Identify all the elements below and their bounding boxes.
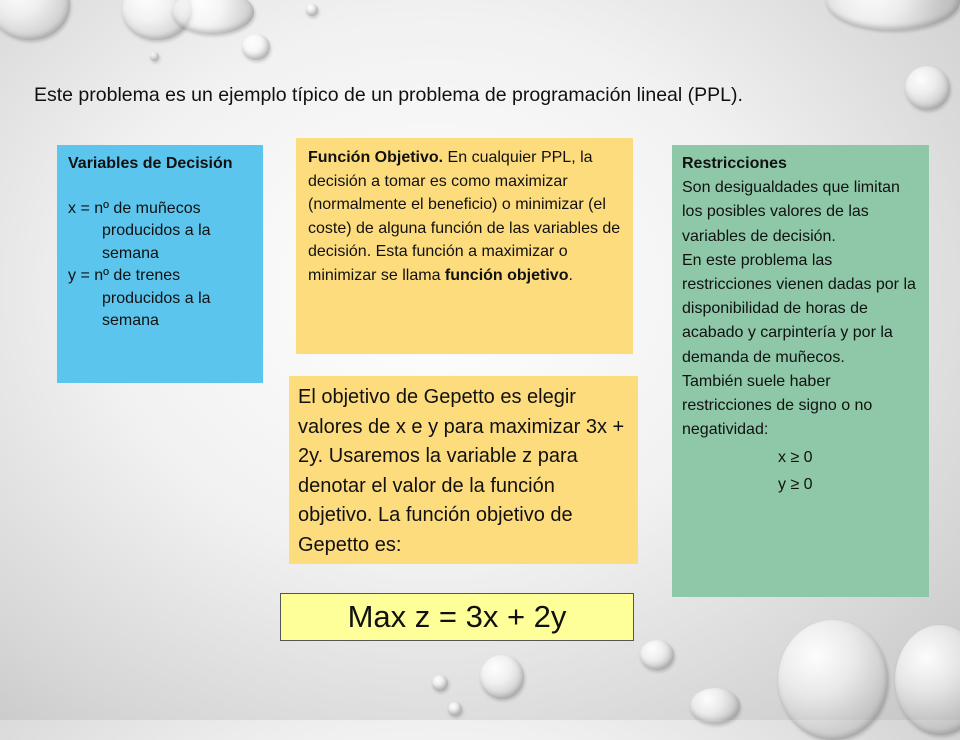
water-drop-decoration — [826, 0, 960, 30]
water-drop-decoration — [172, 0, 254, 34]
objective-term: función objetivo — [444, 266, 569, 284]
restrictions-title: Restricciones — [682, 155, 787, 172]
objective-heading: Función Objetivo. — [308, 149, 444, 166]
x-variable-label: x = nº de muñecos — [68, 199, 201, 217]
variables-title: Variables de Decisión — [68, 155, 233, 172]
y-variable-desc: producidos a la — [102, 289, 211, 307]
inequality-y: y ≥ 0 — [778, 475, 813, 493]
y-variable-desc: semana — [102, 312, 159, 329]
x-variable-desc: semana — [102, 244, 159, 262]
variables-box — [57, 145, 263, 383]
water-drop-decoration — [448, 702, 462, 716]
objective-end: . — [568, 266, 573, 284]
water-drop-decoration — [480, 655, 524, 699]
objective-formula: Max z = 3x + 2y — [280, 593, 634, 641]
restrictions-paragraph: En este problema las restricciones vienen dadas por la disponibilidad de horas de acabado y carpintería y por la demanda de muñecos. — [682, 251, 916, 366]
restrictions-paragraph: También suele haber restricciones de signo o no negatividad: — [682, 372, 873, 439]
water-drop-decoration — [242, 34, 270, 60]
water-drop-decoration — [690, 688, 740, 724]
water-drop-decoration — [778, 620, 888, 740]
inequality-x: x ≥ 0 — [778, 449, 813, 467]
objective-text: En cualquier PPL, la decisión a tomar es como maximizar (normalmente el beneficio) o minimizar (el coste) de alguna función de las variables de decisión. Esta función a maximizar o minimizar se llama — [308, 149, 621, 284]
restrictions-paragraph: Son desigualdades que limitan los posibles valores de las variables de decisión. — [682, 179, 900, 245]
objective-function-box — [296, 138, 633, 354]
water-drop-decoration — [640, 640, 674, 670]
water-drop-decoration — [0, 0, 70, 40]
intro-text: Este problema es un ejemplo típico de un problema de programación lineal (PPL). — [34, 84, 743, 106]
y-variable-label: y = nº de trenes — [68, 267, 181, 284]
x-variable-desc: producidos a la — [102, 222, 211, 239]
water-drop-decoration — [306, 4, 318, 16]
water-drop-decoration — [895, 625, 960, 735]
water-drop-decoration — [150, 52, 159, 61]
water-drop-decoration — [432, 675, 448, 691]
restrictions-box — [672, 145, 929, 597]
gepetto-objective-box: El objetivo de Gepetto es elegir valores de x e y para maximizar 3x + 2y. Usaremos la variable z para denotar el valor de la función objetivo. La función objetivo de Gepetto es: — [289, 376, 638, 564]
